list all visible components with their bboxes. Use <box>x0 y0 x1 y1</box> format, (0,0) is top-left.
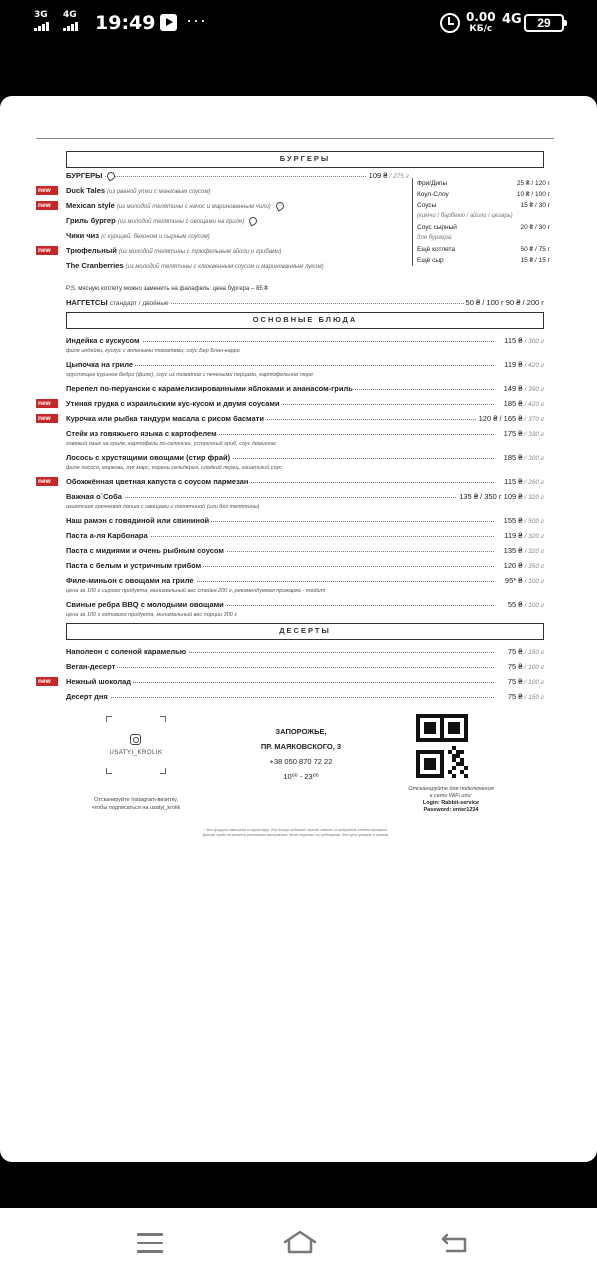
new-badge: new <box>36 677 58 686</box>
burger-note: P.S. мясную котлету можно заменить на фалафель: цена бургера – 85 ₴ <box>66 286 268 292</box>
item-price <box>502 333 544 349</box>
item-name: Чики чиз <box>66 231 100 240</box>
side-name: (кимчи / барбекю / айоли / цезарь) <box>417 213 513 219</box>
item-description: хрустящее куриное бедро (филе), соус из томатов с печеными перцами, картофельное пюре <box>66 372 314 378</box>
menu-item <box>36 543 554 558</box>
item-price <box>502 474 544 489</box>
divider <box>36 138 554 139</box>
portion-weight: / 390 г <box>524 386 544 393</box>
street: ПР. МАЯКОВСКОГО, 3 <box>260 742 342 751</box>
item-name: Важная о`Соба <box>66 492 122 501</box>
new-badge: new <box>36 399 58 408</box>
leader-dots <box>66 697 494 698</box>
battery-icon: 29 <box>524 14 564 32</box>
mains-section <box>36 329 554 621</box>
menu-item <box>36 474 554 489</box>
wifi-caption-line: Отсканируйте для подключения <box>408 786 494 792</box>
item-name: Цыпочка на гриле <box>66 360 134 369</box>
item-name: Десерт дня <box>66 692 108 701</box>
item-name: Курочка или рыбка тандури масала с рисом басмати <box>66 414 264 423</box>
menu-item <box>36 381 554 396</box>
price-value: 115 ₴ <box>504 477 523 486</box>
side-name: для бургера: <box>417 235 453 241</box>
menu-item <box>36 426 554 450</box>
menu-item <box>36 396 554 411</box>
instagram-caption <box>76 796 196 812</box>
city: ЗАПОРОЖЬЕ, <box>275 727 327 736</box>
menu-item <box>36 357 554 381</box>
item-desc: (из молодой телятины с овощами на гриле) <box>117 219 245 225</box>
network-type-3g: 3G <box>34 10 48 20</box>
item-price <box>502 528 544 543</box>
side-price: 25 ₴ / 120 г <box>516 180 550 187</box>
item-name: Лосось с хрустящими овощами (стир фрай) <box>66 453 231 462</box>
section-header-burgers: БУРГЕРЫ <box>66 151 544 168</box>
portion-weight: / 150 г <box>524 649 544 656</box>
recent-apps-button[interactable] <box>137 1233 163 1253</box>
price-value: 149 ₴ <box>503 384 523 393</box>
item-name: Наш рамэн с говядиной или свининой <box>66 516 210 525</box>
instagram-caption-line: чтобы подписаться на usatyi_krolik <box>91 805 181 811</box>
side-item <box>417 244 554 255</box>
menu-item <box>36 597 554 621</box>
item-name: Филе-миньон с овощами на гриле <box>66 576 194 585</box>
menu-item <box>36 659 554 674</box>
side-item <box>417 222 554 233</box>
price-value: 135 ₴ <box>503 546 523 555</box>
alarm-icon <box>440 13 460 33</box>
side-price: 20 ₴ / 30 г <box>520 224 550 231</box>
side-price: 15 ₴ / 15 г <box>520 257 550 264</box>
leader-dots <box>66 497 494 498</box>
signal-bars-icon <box>63 21 78 31</box>
qr-module <box>460 750 464 754</box>
item-description: цена за 100 г сырого продукта, минимальный вес стейка 200 г, рекомендуемая прожарка - medium <box>66 588 326 594</box>
side-name: Ещё сыр <box>417 257 444 264</box>
item-desc: (из рваной утки с манговым соусом) <box>107 189 211 195</box>
item-desc: стандарт / двойные <box>109 300 169 307</box>
item-name: Паста а-ля Карбонара <box>66 531 148 540</box>
side-price: 15 ₴ / 30 г <box>520 202 550 209</box>
address-block <box>246 724 356 784</box>
side-name: Фри/Дипы <box>417 180 448 187</box>
item-name: Веган-десерт <box>66 662 116 671</box>
item-price <box>502 558 544 573</box>
wifi-login: Login: Rabbit-service <box>422 800 480 806</box>
item-name: НАГГЕТСЫ <box>66 298 108 307</box>
mobile-data-indicator: 4G <box>502 12 522 27</box>
price-value: 115 ₴ <box>504 336 523 345</box>
item-price <box>502 543 544 558</box>
side-item <box>417 211 554 222</box>
instagram-scan-frame <box>106 716 166 774</box>
item-description: цена за 100 г готового продукта, минимальный вес порции 300 г <box>66 612 238 618</box>
instagram-handle: USATYI_KROLIK <box>109 750 163 756</box>
item-price <box>502 513 544 528</box>
menu-item <box>36 528 554 543</box>
portion-weight: / 320 г <box>524 494 544 501</box>
new-badge: new <box>36 246 58 255</box>
speed-value: 0.00 <box>466 10 496 24</box>
item-desc: (с курицей, беконом и сырным соусом) <box>101 234 210 240</box>
opening-hours: 10⁰⁰ - 23⁰⁰ <box>283 772 319 781</box>
status-bar <box>0 0 597 48</box>
item-name: Гриль бургер <box>66 216 116 225</box>
leader-dots <box>66 667 494 668</box>
portion-weight: / 100 г <box>524 664 544 671</box>
sides-price-box <box>412 178 554 266</box>
item-price <box>506 597 544 613</box>
item-description: говяжий язык на гриле, картофель по-селянски, устричный гриб, соус демиглас <box>66 441 277 447</box>
item-description: филе индейки, кускус с вялеными томатами, соус Бер Блан-карри <box>66 348 240 354</box>
side-item <box>417 178 554 189</box>
burgers-section <box>36 168 554 283</box>
instagram-caption-line: Отсканируйте Instagram-визитку, <box>94 797 178 803</box>
portion-weight: / 100 г <box>524 679 544 686</box>
qr-module <box>424 758 436 770</box>
side-item <box>417 233 554 244</box>
price-value: 55 ₴ <box>507 600 523 609</box>
menu-item-nuggets <box>36 295 554 310</box>
home-button[interactable] <box>282 1229 318 1255</box>
portion-weight: / 100 г <box>524 578 544 585</box>
phone: +38 050 870 72 22 <box>269 757 333 766</box>
new-badge: new <box>36 414 58 423</box>
portion-weight: / 260 г <box>524 479 544 486</box>
price-value: 185 ₴ <box>503 453 523 462</box>
item-name: Mexican style <box>66 201 115 210</box>
section-header-desserts: ДЕСЕРТЫ <box>66 623 544 640</box>
new-badge: new <box>36 186 58 195</box>
new-badge: new <box>36 201 58 210</box>
portion-weight: / 370 г <box>524 416 544 423</box>
wifi-qr-code <box>416 714 470 780</box>
qr-module <box>452 766 456 770</box>
price-value: 75 ₴ <box>507 662 523 671</box>
fine-print <box>76 828 516 838</box>
item-price <box>503 573 544 589</box>
portion-weight: / 330 г <box>524 431 544 438</box>
wifi-caption-line: к сети WiFi или: <box>429 793 473 799</box>
portion-weight: / 275 г <box>389 173 409 180</box>
item-name: Утиная грудка с израильским кус-кусом и двумя соусами <box>66 399 280 408</box>
menu-item <box>36 411 554 426</box>
menu-item <box>36 674 554 689</box>
item-name: Индейка с кускусом <box>66 336 140 345</box>
menu-item <box>36 689 554 704</box>
price-value: 95* ₴ <box>504 576 523 585</box>
qr-module <box>448 722 460 734</box>
item-name: БУРГЕРЫ <box>66 171 103 180</box>
price-value: 120 ₴ / 165 ₴ <box>478 414 523 423</box>
back-button[interactable] <box>441 1232 469 1254</box>
item-price <box>506 644 544 659</box>
menu-item <box>36 450 554 474</box>
portion-weight: / 300 г <box>524 338 544 345</box>
price-value: 75 ₴ <box>507 677 523 686</box>
network-type-4g: 4G <box>63 10 77 20</box>
portion-weight: / 350 г <box>524 563 544 570</box>
item-desc: (из молодой телятины с трюфельным айоли и грибами) <box>118 249 282 255</box>
qr-module <box>464 774 468 778</box>
item-price <box>367 168 409 183</box>
item-price <box>502 357 544 373</box>
portion-weight: / 300 г <box>524 455 544 462</box>
item-name: Стейк из говяжьего языка с картофелем <box>66 429 217 438</box>
wifi-password: Password: enter1234 <box>423 807 479 813</box>
side-name: Соусы <box>417 202 437 209</box>
chili-icon <box>106 171 117 182</box>
back-icon <box>441 1232 469 1254</box>
item-price <box>477 411 544 426</box>
side-name: Соус сырный <box>417 224 457 231</box>
item-name: Паста с белым и устричным грибом <box>66 561 202 570</box>
price-value: 120 ₴ <box>503 561 523 570</box>
side-price: 10 ₴ / 100 г <box>516 191 550 198</box>
price-value: 119 ₴ <box>504 531 523 540</box>
item-price <box>502 396 544 411</box>
item-name: Перепел по-перуански с карамелизированными яблоками и ананасом-гриль <box>66 384 353 393</box>
side-item <box>417 189 554 200</box>
menu-item <box>36 573 554 597</box>
item-description: азиатская гречневая лапша с овощами и телятиной (или без телятины) <box>66 504 260 510</box>
price-value: 175 ₴ <box>503 429 523 438</box>
qr-module <box>424 722 436 734</box>
item-price <box>506 659 544 674</box>
side-price: 50 ₴ / 75 г <box>520 246 550 253</box>
portion-weight: / 420 г <box>524 362 544 369</box>
side-name: Ещё котлета <box>417 246 456 253</box>
play-icon <box>160 14 177 31</box>
item-name: Трюфельный <box>66 246 117 255</box>
item-name: Duck Tales <box>66 186 106 195</box>
fine-print-line: * Все продукты взвешены в сыром виде. Все блюда на Вашей тарелке зависят от выбранной степени прожарки. <box>204 828 388 832</box>
menu-image <box>36 138 554 840</box>
menu-footer <box>36 710 554 840</box>
price-value: 109 ₴ <box>368 171 388 180</box>
item-desc: (из молодой телятины с клюквенным соусом и маринованным луком) <box>125 264 324 270</box>
portion-weight: / 420 г <box>524 401 544 408</box>
section-header-mains: ОСНОВНЫЕ БЛЮДА <box>66 312 544 329</box>
item-price <box>506 689 544 704</box>
network-speed <box>466 11 496 35</box>
price-value: 75 ₴ <box>507 647 523 656</box>
menu-item <box>36 333 554 357</box>
item-desc: (из молодой телятины с начос и маринованным чили) <box>116 204 271 210</box>
new-badge: new <box>36 477 58 486</box>
wifi-caption <box>386 786 516 814</box>
portion-weight: / 100 г <box>524 602 544 609</box>
chili-icon <box>274 201 285 212</box>
item-name: Обожжённая цветная капуста с соусом пармезан <box>66 477 249 486</box>
item-name: Паста с мидиями и очень рыбным соусом <box>66 546 224 555</box>
price-value: 135 ₴ / 350 г 109 ₴ <box>459 492 523 501</box>
item-price <box>502 381 544 396</box>
price-value: 155 ₴ <box>503 516 523 525</box>
price-value: 185 ₴ <box>503 399 523 408</box>
menu-item <box>36 558 554 573</box>
more-notifications-icon: ··· <box>186 10 207 30</box>
item-name: Наполеон с соленой карамелью <box>66 647 187 656</box>
portion-weight: / 320 г <box>524 548 544 555</box>
item-price <box>457 489 544 505</box>
item-description: филе лосося, морковь, лук марс, корень сельдерея, сладкий перец, азиатский соус <box>66 465 282 471</box>
portion-weight: / 150 г <box>524 694 544 701</box>
side-item <box>417 255 554 266</box>
item-name: Свиные ребра BBQ с молодыми овощами <box>66 600 224 609</box>
item-name: The Cranberries <box>66 261 124 270</box>
price-value: 75 ₴ <box>507 692 523 701</box>
desserts-section <box>36 640 554 704</box>
home-icon <box>282 1229 318 1255</box>
side-item <box>417 200 554 211</box>
fine-print-line: Данный прайс не является рекламным материалом. Меню подлежит по требованию. Все цены указаны в гривнах. <box>202 833 390 837</box>
item-price <box>502 426 544 442</box>
navigation-bar <box>0 1208 597 1280</box>
image-viewer[interactable] <box>0 96 597 1162</box>
side-name: Коул-Слоу <box>417 191 449 198</box>
instagram-icon <box>130 734 141 745</box>
item-price <box>502 450 544 466</box>
portion-weight: / 500 г <box>524 518 544 525</box>
item-name: Нежный шоколад <box>66 677 132 686</box>
chili-icon <box>248 216 259 227</box>
clock: 19:49 <box>95 12 156 34</box>
speed-unit: КБ/с <box>469 24 493 34</box>
item-price: 50 ₴ / 100 г 90 ₴ / 200 г <box>464 295 544 310</box>
item-price <box>506 674 544 689</box>
signal-bars-icon <box>34 21 49 31</box>
price-value: 119 ₴ <box>504 360 523 369</box>
menu-item <box>36 513 554 528</box>
menu-item <box>36 644 554 659</box>
qr-module <box>452 774 456 778</box>
menu-item <box>36 489 554 513</box>
portion-weight: / 320 г <box>524 533 544 540</box>
qr-module <box>464 766 468 770</box>
